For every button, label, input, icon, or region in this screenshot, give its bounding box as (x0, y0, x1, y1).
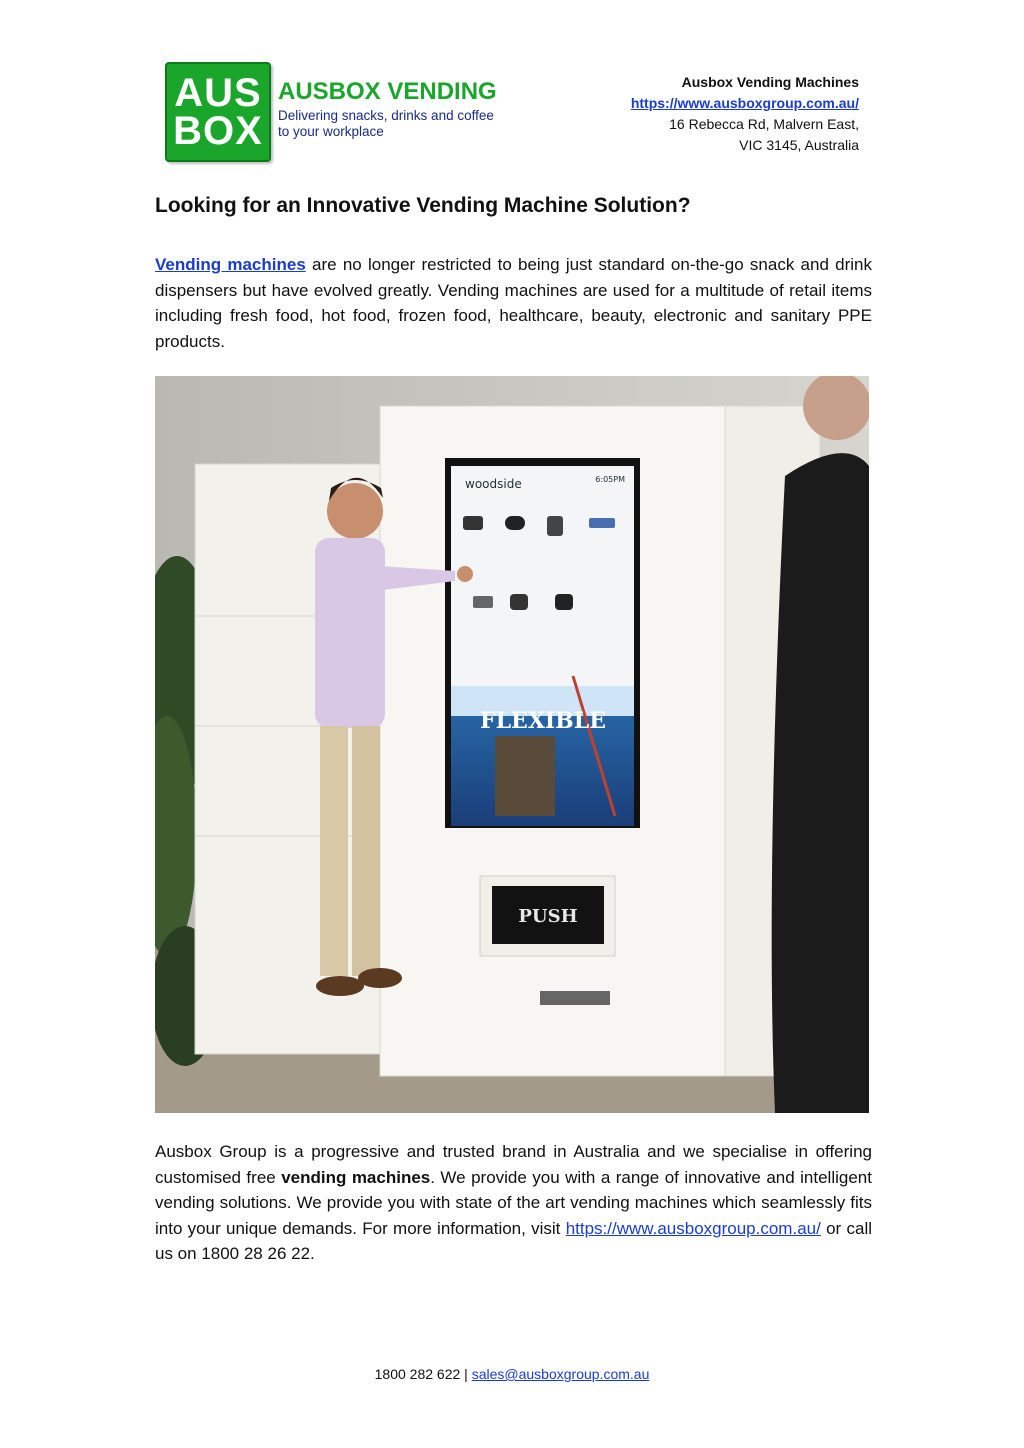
ausbox-logo (165, 62, 505, 162)
logo-title: AUSBOX VENDING (278, 78, 497, 105)
footer-separator: | (460, 1366, 472, 1382)
address-line-1: 16 Rebecca Rd, Malvern East, (669, 116, 859, 132)
company-name: Ausbox Vending Machines (681, 74, 859, 90)
page-title: Looking for an Innovative Vending Machine Solution? (155, 194, 691, 217)
contact-block (631, 72, 859, 156)
footer-phone: 1800 282 622 (374, 1366, 461, 1382)
push-label: PUSH (518, 906, 578, 927)
man-in-black (772, 376, 869, 1113)
logo-tagline: Delivering snacks, drinks and coffee to your workplace (278, 108, 494, 139)
logo-badge-line1: AUS (174, 71, 262, 115)
website-link[interactable]: https://www.ausboxgroup.com.au/ (630, 95, 859, 111)
vending-machines-link[interactable]: Vending machines (155, 255, 306, 274)
screen-time: 6:05PM (595, 475, 625, 484)
body-paragraph (155, 1139, 872, 1267)
logo-badge (165, 62, 271, 162)
body-text-1: Ausbox Group is a progressive and trusted brand in Australia and we specialise in offering customised free (155, 1142, 872, 1187)
body-bold-keyword: vending machines (281, 1167, 431, 1187)
body-text-2: . We provide you with a range of innovative and intelligent vending solutions. We provide you with state of the art vending machines which seamlessly fits into your unique demands. For more information, visit (155, 1167, 872, 1238)
body-website-link[interactable]: https://www.ausboxgroup.com.au/ (565, 1218, 821, 1238)
address-line-2: VIC 3145, Australia (739, 137, 859, 153)
footer (0, 1366, 1024, 1382)
intro-paragraph (155, 252, 872, 354)
footer-email-link[interactable]: sales@ausboxgroup.com.au (471, 1366, 650, 1382)
body-text-3: or call us on 1800 28 26 22. (155, 1218, 872, 1263)
screen-brand: woodside (465, 477, 522, 491)
vending-machine (380, 406, 820, 1113)
logo-badge-line2: BOX (173, 109, 263, 153)
vending-machine-photo (155, 376, 869, 1113)
intro-text: are no longer restricted to being just standard on-the-go snack and drink dispensers but have evolved greatly. Vending machines are used for a multitude of retail items including fresh food, hot food, frozen food, healthcare, beauty, electronic and sanitary PPE products. (155, 255, 872, 351)
screen-banner: FLEXIBLE (479, 708, 607, 734)
photo-illustration (155, 376, 869, 1113)
